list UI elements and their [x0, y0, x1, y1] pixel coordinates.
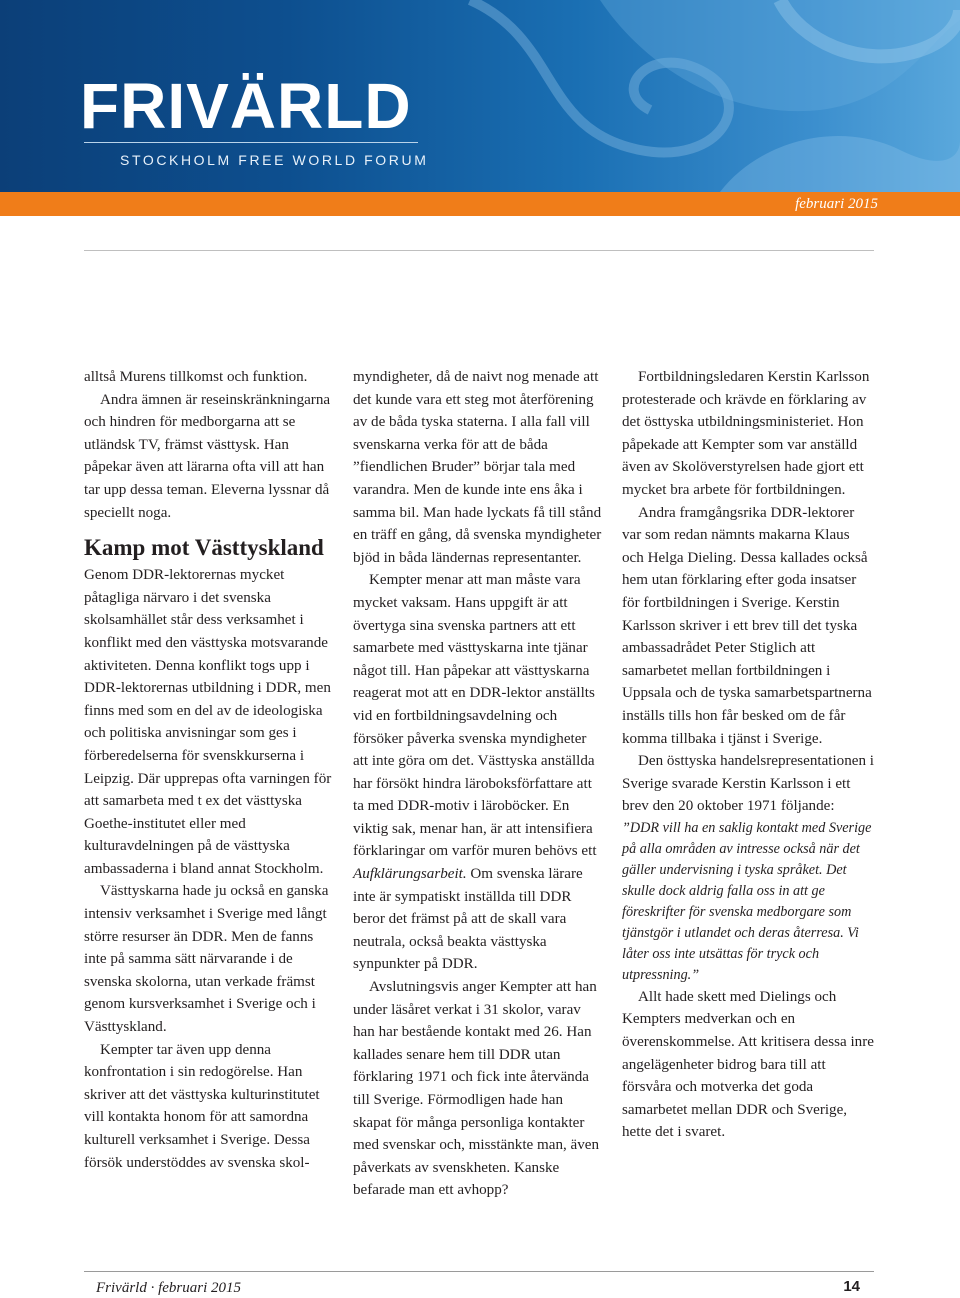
logo-divider [84, 142, 418, 143]
masthead [0, 0, 960, 192]
footer-divider [84, 1271, 874, 1272]
block-quote: ”DDR vill ha en saklig kontakt med Sverige på alla områden av intresse också när det gäller undervisning i tyska språket. Det skulle dock aldrig falla oss in att ge föreskrifter för svenska medborgare som tjänstgör i utlandet och deras återresa. Vi låter oss inte utsättas för tryck och utpressning.” [622, 819, 872, 983]
top-divider [84, 250, 874, 251]
paragraph-text: Kempter menar att man måste vara mycket vaksam. Hans uppgift är att övertyga sina svenska partners att ett samarbete med västtyskarna inte tjänar något till. Han påpekar att västtyskarna reagerat mot att en DDR-lektor anställts vid en fortbildningsavdelning och försöker påverka svenska myndigheter att inte göra om det. Västtyska anställda har försökt hindra läroboksförfattare att ta med DDR-motiv i läroböcker. En viktig sak, menar han, är att intensifiera förklaringar om varför muren behövs ett [353, 572, 597, 860]
logo-subtitle: STOCKHOLM FREE WORLD FORUM [120, 152, 429, 168]
paragraph: Genom DDR-lektorernas mycket påtagliga närvaro i det svenska skolsamhället står dess verksamhet i konflikt med den västtyska motsvarande aktiviteten. Denna konflikt togs upp i DDR-lektorernas utbildning i DDR, men finns med som en del av de ideologiska och politiska anvisningar som ges i förberedelserna för svenskkurserna i Leipzig. Där upprepas ofta varningen för att samarbeta med t ex det västtyska Goethe-institutet eller med kulturavdelningen på de västtyska ambassaderna i bland annat Stockholm. [84, 567, 332, 877]
paragraph: Andra ämnen är reseinskränkningarna och hindren för medborgarna att se utländsk TV, främst västtysk. Han påpekar även att lärarna ofta vill att han tar upp dessa teman. Eleverna lyssnar då speciellt noga. [84, 391, 331, 521]
paragraph: Den östtyska handelsrepresentationen i Sverige svarade Kerstin Karlsson i ett brev den 20 oktober 1971 följande: [622, 753, 874, 815]
logo-text: FRIVÄRLD [80, 70, 412, 142]
emphasis-term: Aufklärungsarbeit. [353, 866, 467, 883]
paragraph: Västtyskarna hade ju också en ganska intensiv verksamhet i Sverige med långt större resurser än DDR. Men de fanns inte på samma sätt närvarande i de svenska skolorna, utan verkade främst genom kursverksamhet i Sverige och i Västtyskland. [84, 883, 329, 1036]
page-number: 14 [843, 1278, 860, 1295]
article-column-2 [353, 366, 605, 1202]
paragraph: Allt hade skett med Dielings och Kempters medverkan och en överenskommelse. Att kritisera dessa inre angelägenheter bidrog bara till att försvåra och motverka det goda samarbetet mellan DDR och Sverige, hette det i svaret. [622, 988, 874, 1141]
paragraph [353, 569, 605, 976]
article-column-1 [84, 366, 336, 1174]
issue-date: februari 2015 [795, 196, 878, 212]
paragraph: Fortbildningsledaren Kerstin Karlsson protesterade och krävde en förklaring av det östtyska utbildningsministeriet. Hon påpekade att Kempter som var anställd även av Skolöverstyrelsen hade gjort ett mycket bra arbete för fortbildningen. [622, 369, 870, 498]
paragraph: alltså Murens tillkomst och funktion. [84, 369, 308, 385]
paragraph: Andra framgångsrika DDR-lektorer var som redan nämnts makarna Klaus och Helga Dieling. Dessa kallades också hem utan förklaring efter goda insatser för fortbildningen i Sverige. Kerstin Karlsson skriver i ett brev till det tyska ambassadrådet Peter Stiglich att samarbetet mellan fortbildningen i Uppsala och de tyska samarbetspartnerna inställs tills hon får besked om de får komma tillbaka i tjänst i Sverige. [622, 504, 872, 747]
paragraph: Kempter tar även upp denna konfrontation i sin redogörelse. Han skriver att det västtyska kulturinstitutet vill kontakta honom för att samordna kulturell verksamhet i Sverige. Dessa försök understöddes av svenska skol- [84, 1041, 320, 1171]
article-column-3 [622, 366, 874, 1144]
section-heading: Kamp mot Västtyskland [84, 535, 324, 561]
paragraph-text: Om svenska lärare inte är sympatiskt inställda till DDR beror det främst på att de skall vara neutrala, också beakta västtyska synpunkter på DDR. [353, 866, 583, 973]
paragraph: myndigheter, då de naivt nog menade att det kunde vara ett steg mot återförening av de båda tyska staterna. I alla fall vill svenskarna verka för att de båda ”fiendlichen Bruder” börjar tala med varandra. Men de kunde inte ens åka i samma bil. Man hade lyckats få till stånd en träff en gång, då svenska myndigheter bjöd in båda ländernas representanter. [353, 369, 602, 566]
paragraph: Avslutningsvis anger Kempter att han under läsåret verkat i 31 skolor, varav han har bestående kontakt med 26. Han kallades senare hem till DDR utan förklaring 1971 och fick inte återvända till Sverige. Förmodligen hade han skapat för många personliga kontakter med svenskar och, misstänkte man, även påverkats av svenskheten. Kanske befarade man ett avhopp? [353, 979, 600, 1199]
footer-publication: Frivärld · februari 2015 [96, 1280, 241, 1296]
